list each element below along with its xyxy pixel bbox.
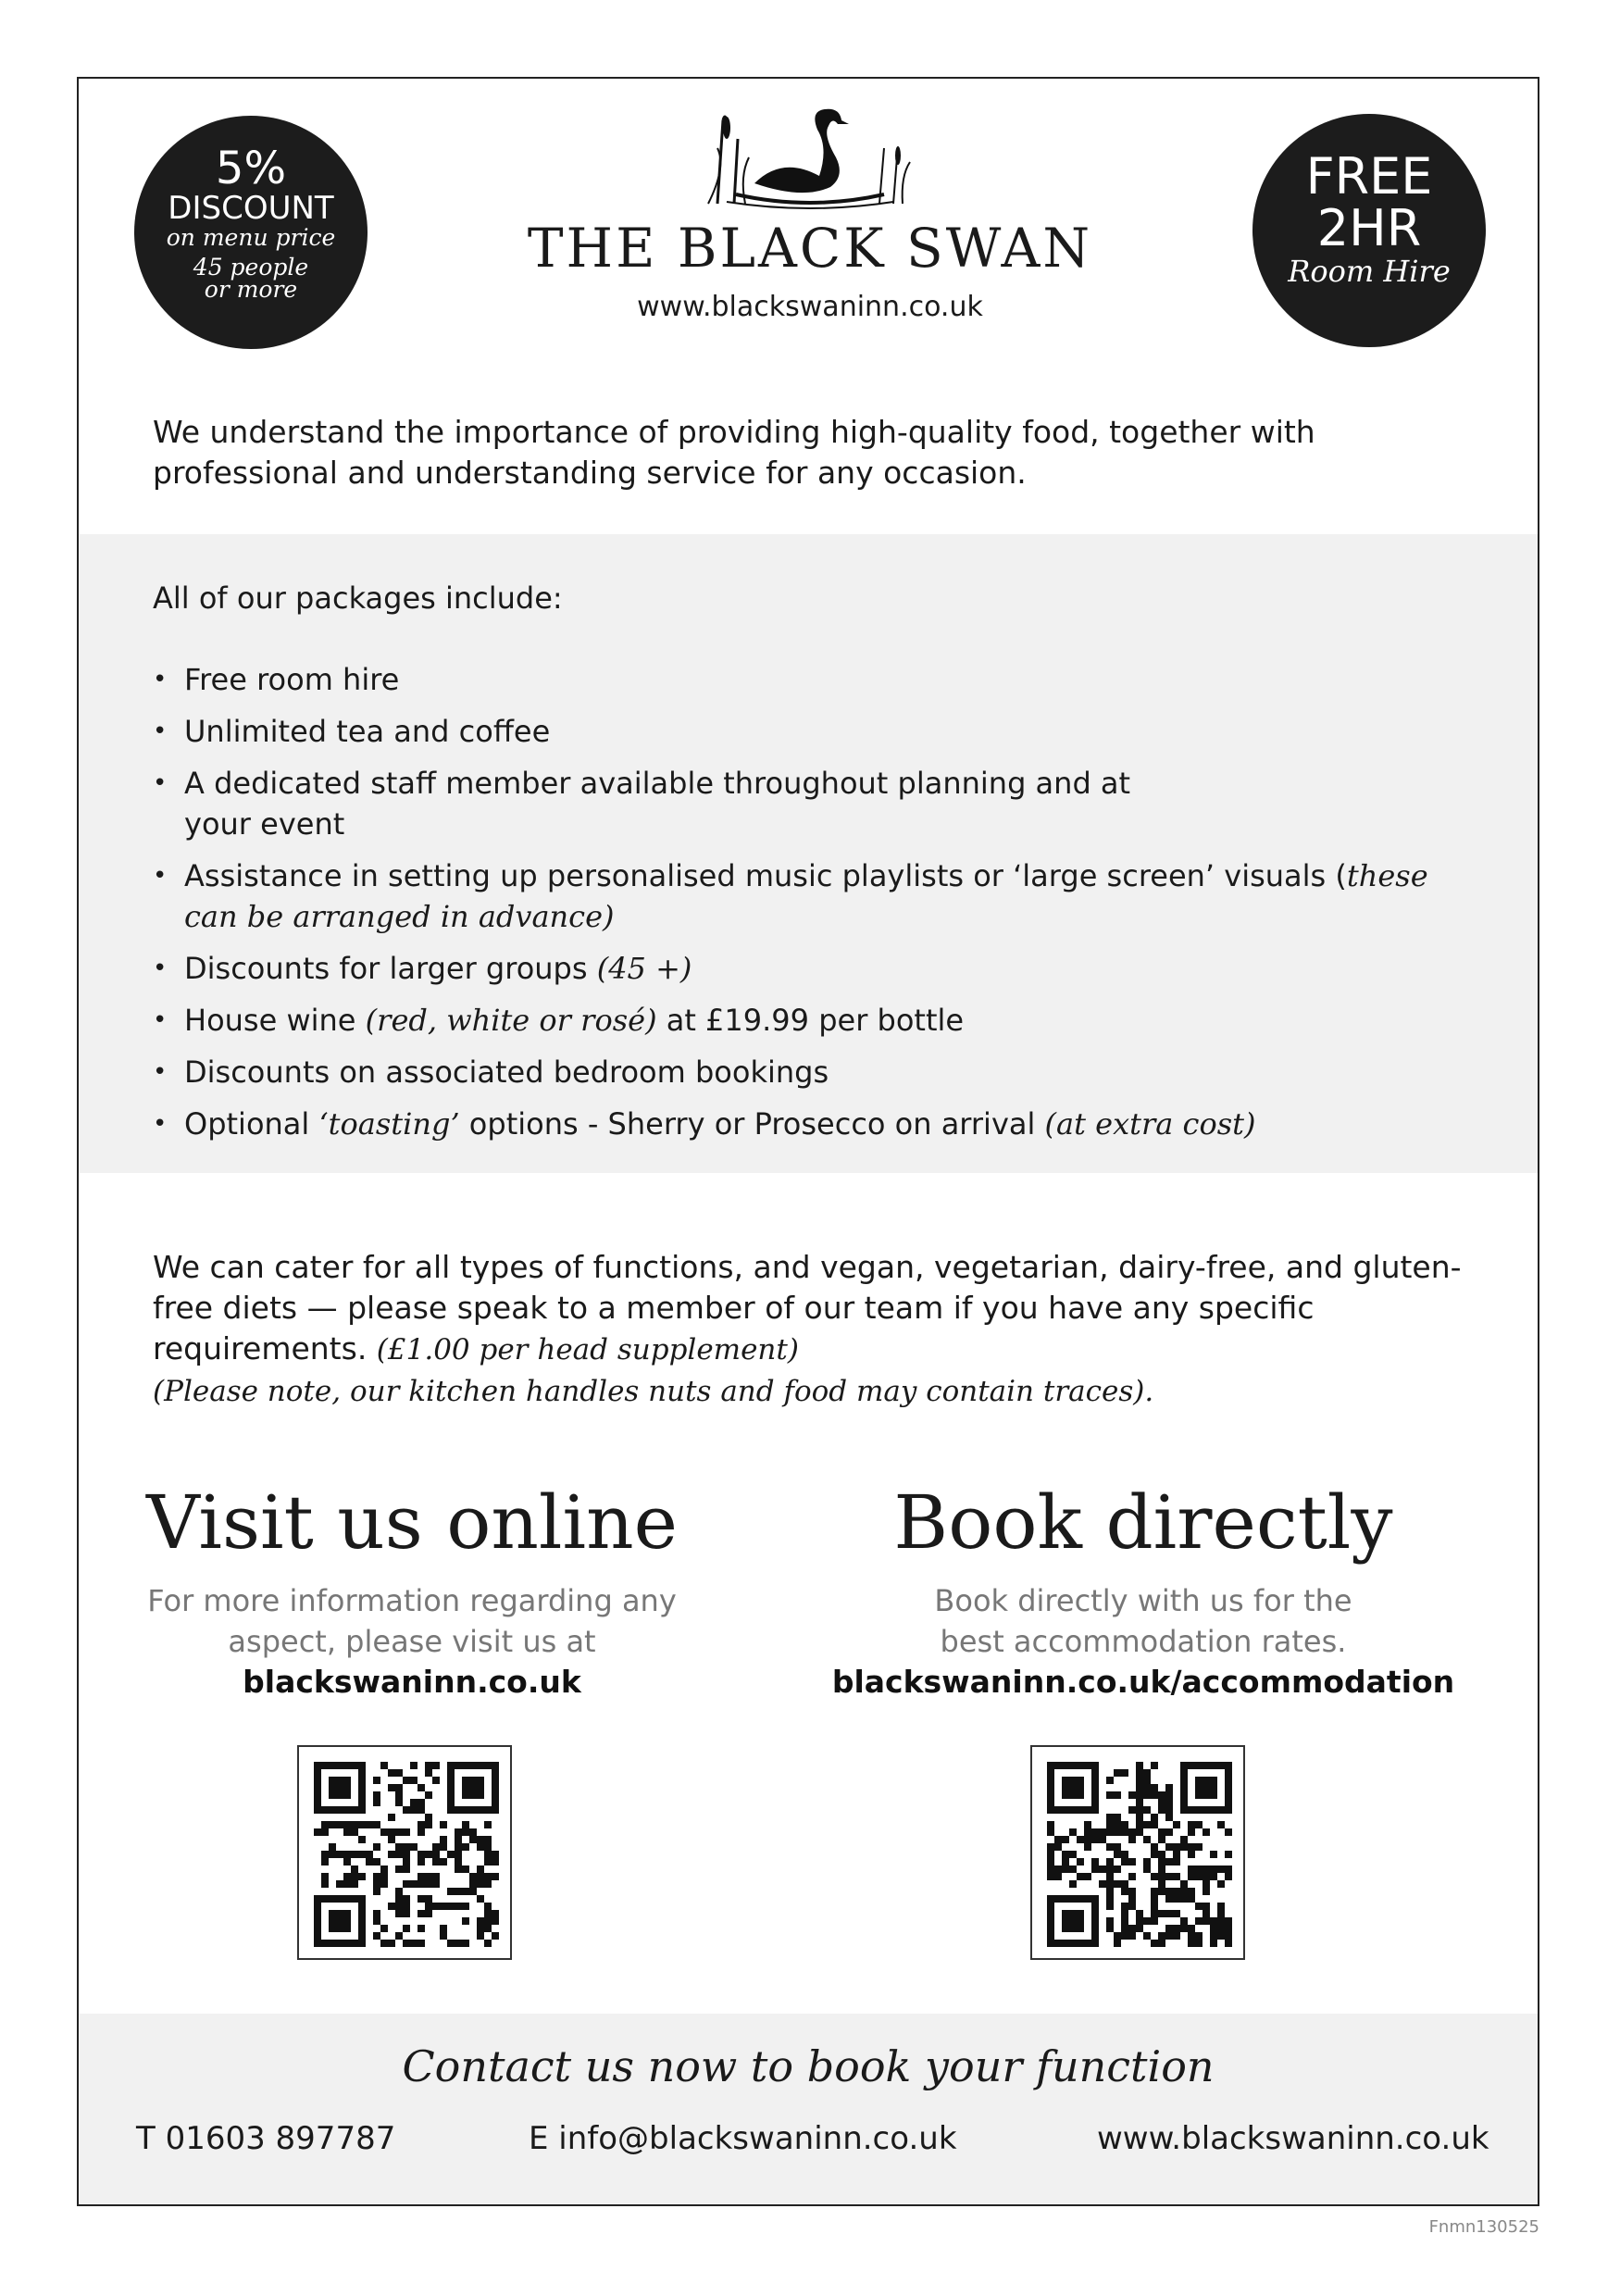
discount-percent: 5%: [215, 143, 287, 194]
list-item: • Discounts on associated bedroom bookings: [153, 1052, 1486, 1092]
list-item: • Unlimited tea and coffee: [153, 711, 1486, 752]
brand-url[interactable]: www.blackswaninn.co.uk: [637, 291, 983, 323]
room-hire-badge: [1252, 114, 1486, 347]
packages-section: [79, 534, 1538, 1173]
bullet-icon: •: [153, 1058, 168, 1086]
flyer-frame: [77, 77, 1539, 2206]
room-hire-line3: Room Hire: [1288, 254, 1451, 289]
brand-name: THE BLACK SWAN: [527, 217, 1093, 280]
list-item: • Optional ‘toasting’ options - Sherry or Prosecco on arrival (at extra cost): [153, 1104, 1486, 1144]
contact-phone[interactable]: T 01603 897787: [136, 2120, 396, 2157]
packages-list: [153, 659, 1486, 1155]
discount-badge: [134, 116, 368, 349]
swan-logo-icon: [690, 102, 930, 213]
packages-heading: All of our packages include:: [153, 580, 563, 616]
list-item: • Assistance in setting up personalised music playlists or ‘large screen’ visuals (these can be arranged in advance): [153, 855, 1486, 937]
discount-line2: 45 people: [193, 254, 309, 281]
book-link[interactable]: blackswaninn.co.uk/accommodation: [831, 1664, 1455, 1700]
visit-online-section: [79, 1477, 745, 1703]
discount-label: DISCOUNT: [168, 190, 334, 227]
list-item: • Free room hire: [153, 659, 1486, 700]
reference-code: Fnmn130525: [1428, 2217, 1539, 2237]
book-qr-code[interactable]: [1030, 1745, 1245, 1960]
bullet-icon: •: [153, 1110, 168, 1138]
bullet-icon: •: [153, 718, 168, 745]
list-item: • A dedicated staff member available throughout planning and at your event: [153, 763, 1486, 844]
room-hire-line1: FREE: [1305, 147, 1433, 206]
bullet-icon: •: [153, 666, 168, 693]
diet-text: We can cater for all types of functions, and vegan, vegetarian, dairy-free, and gluten-free diets — please speak to a member of our team if you have any specific requirements.: [153, 1249, 1462, 1366]
qr-code-icon: [314, 1762, 499, 1947]
visit-desc: For more information regarding any aspect, please visit us at: [147, 1583, 677, 1659]
diet-info: [153, 1247, 1486, 1412]
book-desc: Book directly with us for the best accommodation rates.: [934, 1583, 1352, 1659]
list-item: • Discounts for larger groups (45 +): [153, 948, 1486, 989]
contact-heading: Contact us now to book your function: [402, 2041, 1215, 2091]
contact-section: [79, 2014, 1538, 2206]
bullet-icon: •: [153, 1006, 168, 1034]
book-directly-section: [810, 1477, 1477, 1703]
visit-title: Visit us online: [146, 1479, 678, 1566]
diet-supplement: (£1.00 per head supplement): [376, 1333, 799, 1366]
contact-email[interactable]: E info@blackswaninn.co.uk: [529, 2120, 957, 2157]
diet-note: (Please note, our kitchen handles nuts and food may contain traces).: [153, 1375, 1154, 1408]
discount-line1: on menu price: [166, 224, 336, 251]
bullet-icon: •: [153, 769, 168, 797]
bullet-icon: •: [153, 955, 168, 982]
qr-code-icon: [1047, 1762, 1232, 1947]
visit-link[interactable]: blackswaninn.co.uk: [243, 1664, 581, 1700]
bullet-icon: •: [153, 862, 168, 890]
visit-qr-code[interactable]: [297, 1745, 512, 1960]
contact-website[interactable]: www.blackswaninn.co.uk: [1097, 2120, 1489, 2157]
discount-line3: or more: [204, 276, 298, 303]
book-title: Book directly: [893, 1479, 1393, 1566]
brand-header: [449, 102, 1171, 323]
room-hire-line2: 2HR: [1316, 199, 1422, 257]
list-item: • House wine (red, white or rosé) at £19.99 per bottle: [153, 1000, 1486, 1041]
intro-text: We understand the importance of providing high-quality food, together with professional and understanding service for any occasion.: [153, 414, 1315, 491]
